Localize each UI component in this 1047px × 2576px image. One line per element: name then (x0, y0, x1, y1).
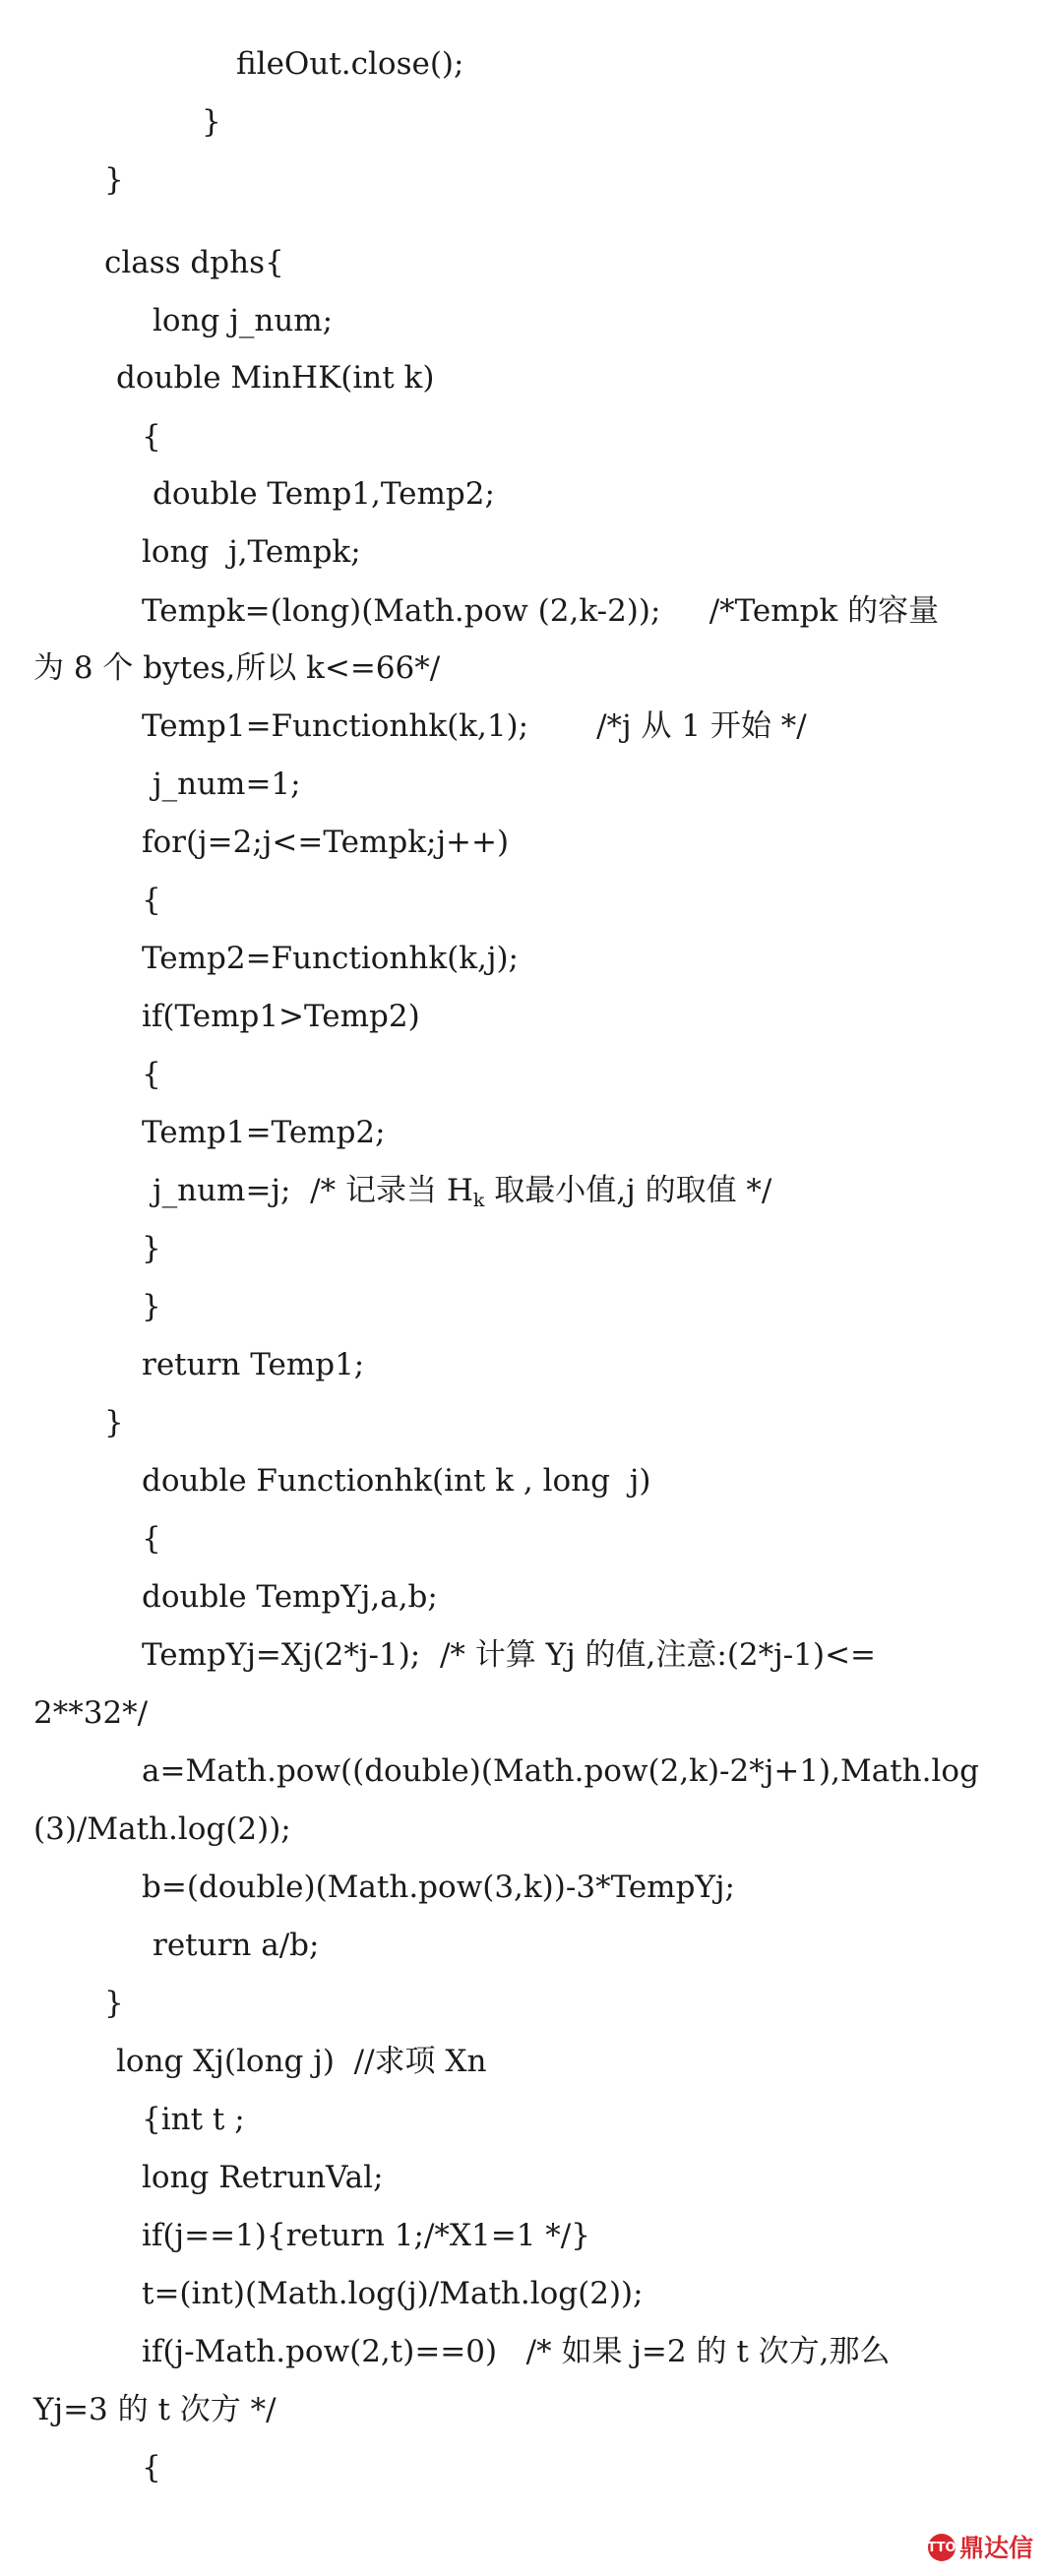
code-line: } (202, 104, 221, 140)
hk-subscript: k (472, 1190, 485, 1211)
watermark-logo-icon: TTO (928, 2534, 955, 2561)
watermark (928, 2531, 1033, 2564)
code-line: class dphs{ (104, 245, 284, 280)
code-line: Temp2=Functionhk(k,j); (142, 941, 519, 976)
code-line: double Temp1,Temp2; (153, 476, 495, 512)
code-line: {int t ; (142, 2102, 245, 2137)
code-line: j_num=1; (153, 767, 301, 802)
code-line: { (142, 883, 161, 918)
code-line: } (142, 1231, 161, 1266)
code-line: t=(int)(Math.log(j)/Math.log(2)); (142, 2276, 644, 2311)
code-line-text: 取最小值,j 的取值 */ (484, 1173, 772, 1208)
code-line: long j,Tempk; (142, 534, 361, 570)
code-line: a=Math.pow((double)(Math.pow(2,k)-2*j+1),Math.log (142, 1753, 979, 1789)
code-line: } (142, 1289, 161, 1324)
code-line: { (142, 419, 161, 455)
code-line: Tempk=(long)(Math.pow (2,k-2)); /*Tempk 的容量 (142, 593, 940, 629)
code-line: 2**32*/ (33, 1695, 149, 1731)
code-line: } (104, 1405, 124, 1441)
code-line: 为 8 个 bytes,所以 k<=66*/ (33, 650, 441, 686)
code-line: double TempYj,a,b; (142, 1579, 438, 1615)
code-line: return a/b; (153, 1928, 320, 1963)
code-line: if(j==1){return 1;/*X1=1 */} (142, 2218, 590, 2253)
code-line: Temp1=Temp2; (142, 1115, 386, 1150)
code-line: long j_num; (153, 303, 334, 338)
code-line: Yj=3 的 t 次方 */ (33, 2392, 277, 2427)
code-line: long RetrunVal; (142, 2160, 384, 2195)
code-line: if(Temp1>Temp2) (142, 999, 420, 1034)
code-line: for(j=2;j<=Tempk;j++) (142, 825, 510, 860)
code-line-text: j_num=j; /* 记录当 H (153, 1173, 473, 1208)
code-line: } (104, 1986, 124, 2021)
code-line: double MinHK(int k) (116, 360, 435, 396)
code-line: double Functionhk(int k , long j) (142, 1463, 651, 1499)
code-line (153, 1173, 772, 1211)
watermark-text: 鼎达信 (958, 2533, 1033, 2562)
code-line: if(j-Math.pow(2,t)==0) /* 如果 j=2 的 t 次方,那么 (142, 2334, 891, 2369)
code-line: (3)/Math.log(2)); (33, 1811, 291, 1847)
code-line: Temp1=Functionhk(k,1); /*j 从 1 开始 */ (142, 708, 807, 744)
code-line: long Xj(long j) //求项 Xn (116, 2044, 487, 2079)
code-line: } (104, 162, 124, 198)
code-line: fileOut.close(); (236, 46, 464, 82)
code-line: { (142, 2450, 161, 2485)
code-line: return Temp1; (142, 1347, 365, 1382)
code-line: b=(double)(Math.pow(3,k))-3*TempYj; (142, 1870, 735, 1905)
code-line: { (142, 1057, 161, 1092)
code-line: { (142, 1521, 161, 1557)
code-line: TempYj=Xj(2*j-1); /* 计算 Yj 的值,注意:(2*j-1)<= (142, 1637, 877, 1673)
